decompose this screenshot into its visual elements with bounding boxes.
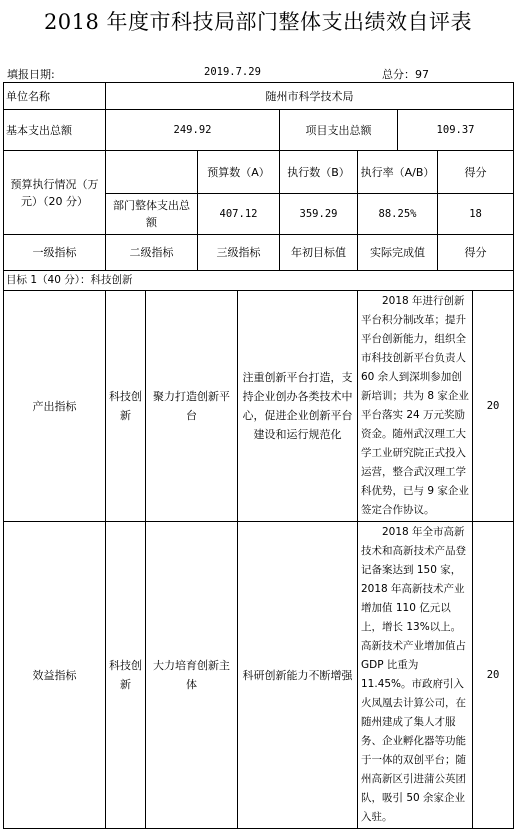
header-level3: 三级指标 xyxy=(198,235,280,271)
basic-spending-label: 基本支出总额 xyxy=(4,110,106,151)
budget-header-a: 预算数（A） xyxy=(198,151,280,194)
row-actual: 2018 年进行创新平台积分制改革；提升平台创新能力，组织全市科技创新平台负责人 60 余人到深圳参加创新培训；共为 8 家企业平台落实 24 万元奖励资金。随州武汉理工大学工业研究院正式投入运营，整合武汉理工学科优势，已与 9 家企业签定合作协议。 xyxy=(358,291,473,522)
budget-value-a: 407.12 xyxy=(198,194,280,235)
fill-date-label: 填报日期: xyxy=(7,68,55,81)
row-score: 20 xyxy=(473,291,514,522)
row-level1: 效益指标 xyxy=(4,522,106,829)
row-level2: 科技创新 xyxy=(106,291,146,522)
header-actual: 实际完成值 xyxy=(358,235,438,271)
budget-value-b: 359.29 xyxy=(280,194,358,235)
evaluation-table xyxy=(3,82,514,829)
budget-label: 预算执行情况（万元）（20 分） xyxy=(4,151,106,235)
row-target: 注重创新平台打造，支持企业创办各类技术中心，促进企业创新平台建设和运行规范化 xyxy=(238,291,358,522)
header-target: 年初目标值 xyxy=(280,235,358,271)
row-target: 科研创新能力不断增强 xyxy=(238,522,358,829)
project-spending-value: 109.37 xyxy=(398,110,514,151)
header-level1: 一级指标 xyxy=(4,235,106,271)
total-score: 总分：97 xyxy=(382,68,429,81)
budget-row-label: 部门整体支出总额 xyxy=(106,194,198,235)
row-level3: 聚力打造创新平台 xyxy=(146,291,238,522)
table-row xyxy=(4,291,514,522)
page-title: 2018 年度市科技局部门整体支出绩效自评表 xyxy=(43,10,473,34)
row-level1: 产出指标 xyxy=(4,291,106,522)
unit-label: 单位名称 xyxy=(4,83,106,110)
header-level2: 二级指标 xyxy=(106,235,198,271)
goal-label: 目标 1（40 分）：科技创新 xyxy=(4,271,514,291)
row-level2: 科技创新 xyxy=(106,522,146,829)
budget-value-score: 18 xyxy=(438,194,514,235)
project-spending-label: 项目支出总额 xyxy=(280,110,398,151)
budget-header-score: 得分 xyxy=(438,151,514,194)
fill-date-value: 2019.7.29 xyxy=(204,66,261,78)
row-score: 20 xyxy=(473,522,514,829)
row-actual: 2018 年全市高新技术和高新技术产品登记备案达到 150 家，2018 年高新技术产业增加值 110 亿元以上，增长 13%以上。高新技术产业增加值占 GDP 比重为 11.45%。市政府引入火凤凰去计算公司，在随州建成了集人才服务、企业孵化器等功能于一体的双创平台；随州高新区引进蒲公英团队，吸引 50 余家企业入驻。 xyxy=(358,522,473,829)
budget-value-rate: 88.25% xyxy=(358,194,438,235)
budget-header-b: 执行数（B） xyxy=(280,151,358,194)
unit-value: 随州市科学技术局 xyxy=(106,83,514,110)
budget-header-rate: 执行率（A/B） xyxy=(358,151,438,194)
table-row xyxy=(4,522,514,829)
row-level3: 大力培育创新主体 xyxy=(146,522,238,829)
basic-spending-value: 249.92 xyxy=(106,110,280,151)
header-score: 得分 xyxy=(438,235,514,271)
